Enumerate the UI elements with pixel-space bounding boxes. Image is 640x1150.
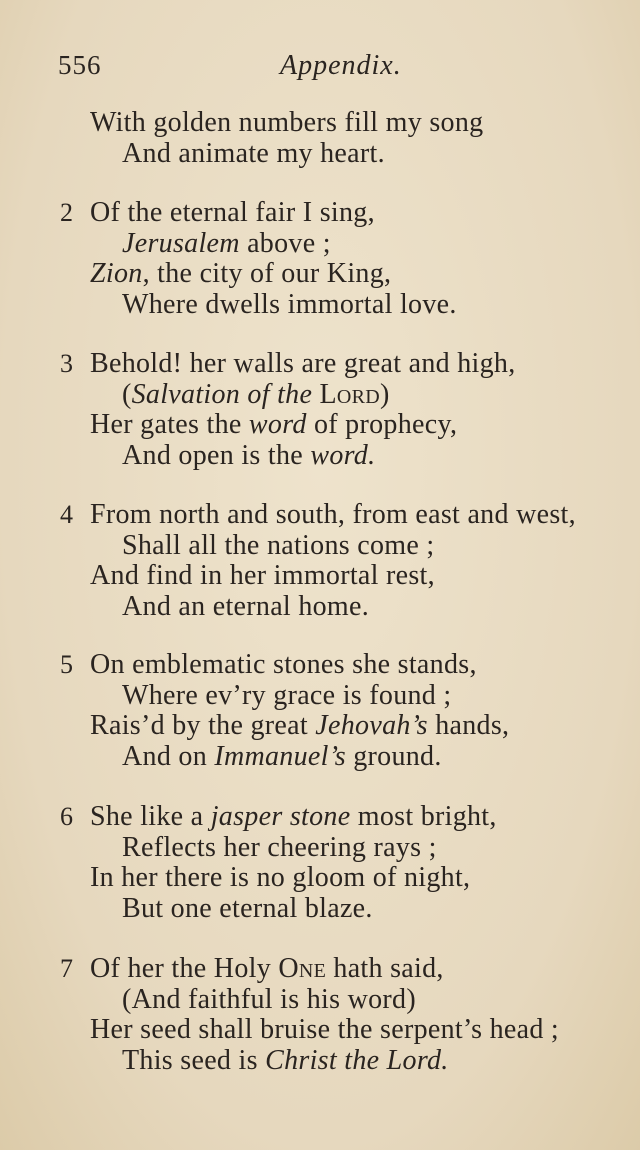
verse-line: And an eternal home. (122, 590, 370, 622)
verse-line: But one eternal blaze. (122, 892, 373, 924)
verse-line: (And faithful is his word) (122, 983, 416, 1015)
intro-line: And animate my heart. (122, 138, 385, 169)
verse-line: Her gates the word of prophecy, (90, 409, 458, 440)
page-number: 556 (58, 50, 102, 80)
verse-line: In her there is no gloom of night, (90, 862, 471, 893)
verse-line: And on Immanuel’s ground. (122, 740, 442, 772)
verse-line: And open is the word. (122, 439, 376, 471)
verse-line: Shall all the nations come ; (122, 529, 435, 561)
verse-line: Behold! her walls are great and high, (90, 348, 516, 379)
verse-line: (Salvation of the Lord) (122, 378, 390, 410)
verse-line: Where ev’ry grace is found ; (122, 679, 452, 711)
verse-line: From north and south, from east and west, (90, 499, 576, 530)
stanza-number: 6 (60, 802, 73, 831)
verse-line: Of her the Holy One hath said, (90, 953, 444, 984)
verse-line: This seed is Christ the Lord. (122, 1044, 449, 1076)
verse-line: Her seed shall bruise the serpent’s head ; (90, 1014, 560, 1045)
verse-line: Zion, the city of our King, (90, 258, 392, 289)
stanza-number: 5 (60, 650, 73, 679)
stanza-number: 4 (60, 500, 73, 529)
intro-line: With golden numbers fill my song (90, 107, 484, 138)
verse-line: Reflects her cheering rays ; (122, 831, 437, 863)
stanza-number: 7 (60, 954, 73, 983)
stanza-number: 2 (60, 198, 73, 227)
verse-line: Rais’d by the great Jehovah’s hands, (90, 710, 510, 741)
page-header (58, 50, 578, 90)
stanza-number: 3 (60, 349, 73, 378)
verse-line: And find in her immortal rest, (90, 560, 435, 591)
verse-line: Of the eternal fair I sing, (90, 197, 375, 228)
verse-line: On emblematic stones she stands, (90, 649, 477, 680)
verse-line: Jerusalem above ; (122, 227, 331, 259)
running-title: Appendix. (280, 50, 402, 81)
verse-line: She like a jasper stone most bright, (90, 801, 497, 832)
verse-line: Where dwells immortal love. (122, 288, 457, 320)
